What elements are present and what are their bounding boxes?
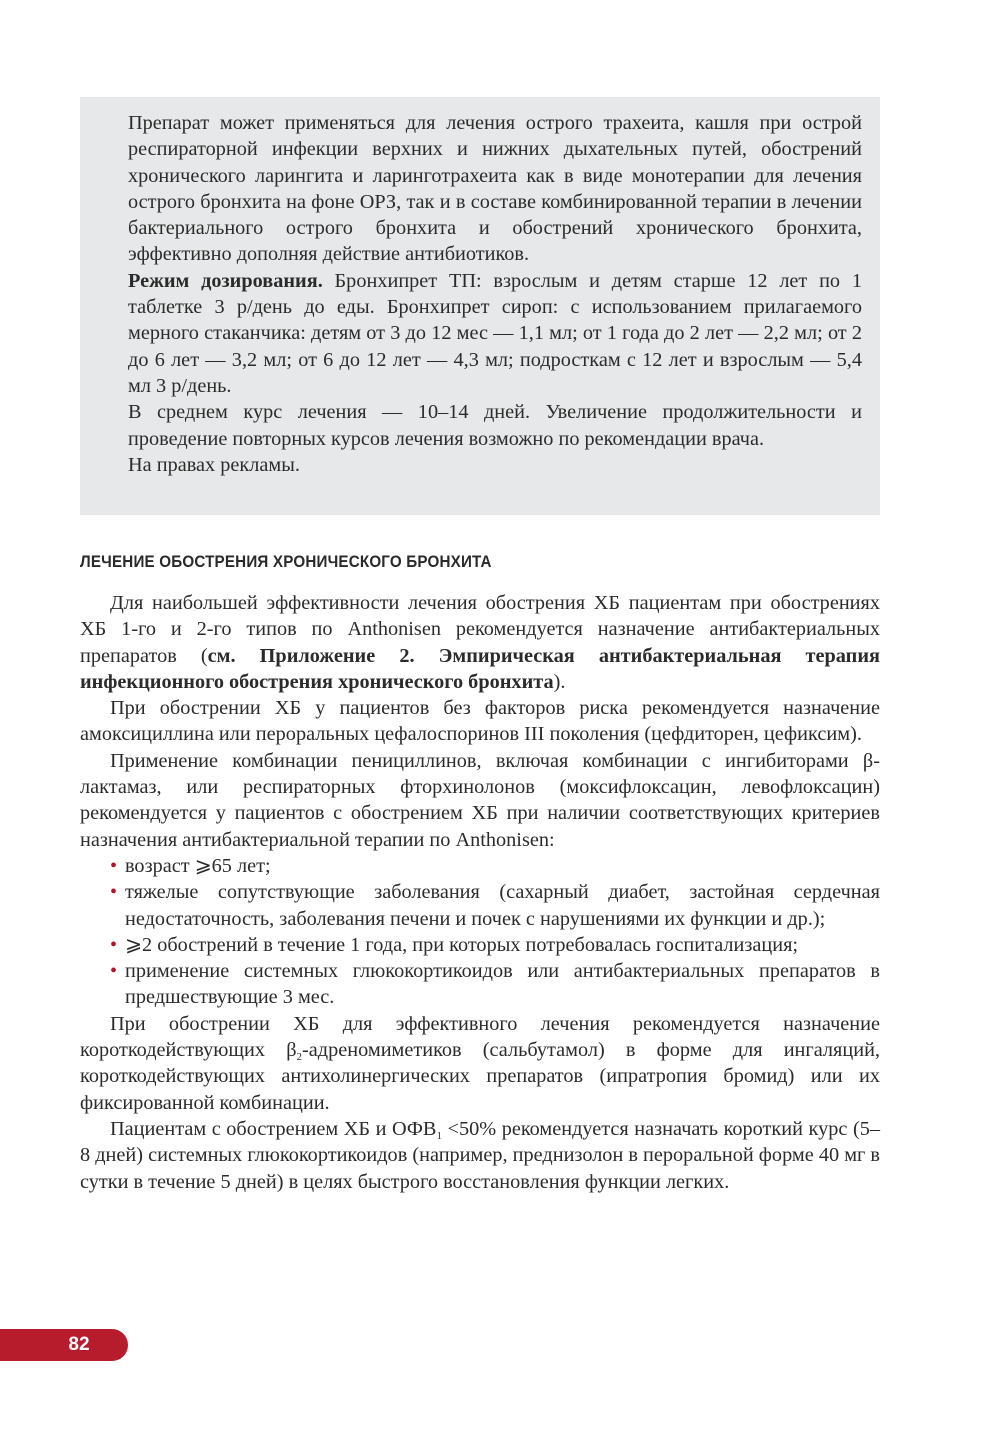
glucocorticoids-text-a: Пациентам с обострением ХБ и ОФВ: [110, 1117, 437, 1140]
beta-subscript: 2: [296, 1051, 303, 1064]
paragraph-antibacterial: [80, 590, 880, 695]
list-item-text: тяжелые сопутствующие заболевания (сахарный диабет, застойная сердечная недостаточность, заболевания печени и почек с нарушениями их функции и др.);: [125, 881, 880, 930]
dosage-text: Бронхипрет ТП: взрослым и детям старше 12 лет по 1 таблетке 3 р/день до еды. Бронхипрет сироп: с использованием прилагаемого мерного стаканчика: детям от 3 до 12 мес — 1,1 мл; от 1 года до 2 лет — 2,2 мл; от 2 до 6 лет — 3,2 мл; от 6 до 12 лет — 4,3 мл; подросткам с 12 лет и взрослым — 5,4 мл 3 р/день.: [128, 269, 862, 397]
page-number-tab: [0, 1329, 128, 1361]
fev-subscript: 1: [436, 1129, 442, 1142]
paragraph-no-risk: При обострении ХБ у пациентов без факторов риска рекомендуется назначение амоксициллина или пероральных цефалоспоринов III поколения (цефдиторен, цефиксим).: [80, 697, 880, 746]
list-item: [80, 879, 880, 932]
criteria-list: [80, 853, 880, 1011]
ad-paragraph-1: Препарат может применяться для лечения острого трахеита, кашля при острой респираторной инфекции верхних и нижних дыхательных путей, обострений хронического ларингита и ларинготрахеита как в виде монотерапии для лечения острого бронхита на фоне ОРЗ, так и в составе комбинированной терапии в лечении бактериального острого бронхита и обострений хронического бронхита, эффективно дополняя действие антибиотиков.: [128, 112, 862, 266]
dosage-heading: Режим дозирования.: [128, 269, 323, 292]
paragraph-bronchodilators: [80, 1011, 880, 1116]
bronchodilators-text-a: При обострении ХБ для эффективного лечения рекомендуется назначение короткодействующих β: [80, 1012, 880, 1062]
bullet-icon: •: [110, 854, 118, 877]
ad-paragraph-disclaimer: На правах рекламы.: [128, 453, 300, 476]
advertisement-box: [80, 97, 880, 515]
section-title: ЛЕЧЕНИЕ ОБОСТРЕНИЯ ХРОНИЧЕСКОГО БРОНХИТА: [80, 553, 492, 571]
bronchodilators-text-b: -адреномиметиков (сальбутамол) в форме для ингаляций, короткодействующих антихолинергических препаратов (ипратропия бромид) или их фиксированной комбинации.: [80, 1039, 880, 1114]
bullet-icon: •: [110, 933, 118, 956]
glucocorticoids-text-b: <50% рекомендуется назначать короткий курс (5–8 дней) системных глюкокортикоидов (например, преднизолон в пероральной форме 40 мг в сутки в течение 5 дней) в целях быстрого восстановления функции легких.: [80, 1117, 880, 1193]
ad-paragraph-course: В среднем курс лечения — 10–14 дней. Увеличение продолжительности и проведение повторных курсов лечения возможно по рекомендации врача.: [128, 401, 862, 450]
paragraph-antibacterial-end: ).: [553, 670, 566, 693]
ad-paragraph-dosage: [128, 268, 862, 399]
page-number: 82: [68, 1334, 90, 1355]
list-item-text: ⩾2 обострений в течение 1 года, при которых потребовалась госпитализация;: [125, 933, 799, 956]
paragraph-antibacterial-text: Для наибольшей эффективности лечения обострения ХБ пациентам при обострениях ХБ 1-го и 2-го типов по Anthonisen рекомендуется назначение антибактериальных препаратов (: [80, 592, 880, 667]
bullet-icon: •: [110, 881, 118, 904]
list-item: [80, 853, 880, 879]
list-item: [80, 932, 880, 958]
bullet-icon: •: [110, 960, 118, 983]
list-item-text: применение системных глюкокортикоидов или антибактериальных препаратов в предшествующие 3 мес.: [125, 960, 880, 1009]
section-body: [80, 590, 880, 1195]
paragraph-combination: Применение комбинации пенициллинов, включая комбинации с ингибиторами β-лактамаз, или респираторных фторхинолонов (моксифлоксацин, левофлоксацин) рекомендуется у пациентов с обострением ХБ при наличии соответствующих критериев назначения антибактериальной терапии по Anthonisen:: [80, 749, 880, 851]
appendix-reference: см. Приложение 2. Эмпирическая антибактериальная терапия инфекционного обострения хронического бронхита: [80, 644, 881, 693]
list-item-text: возраст ⩾65 лет;: [125, 854, 271, 877]
paragraph-glucocorticoids: [80, 1116, 880, 1195]
list-item: [80, 958, 880, 1011]
